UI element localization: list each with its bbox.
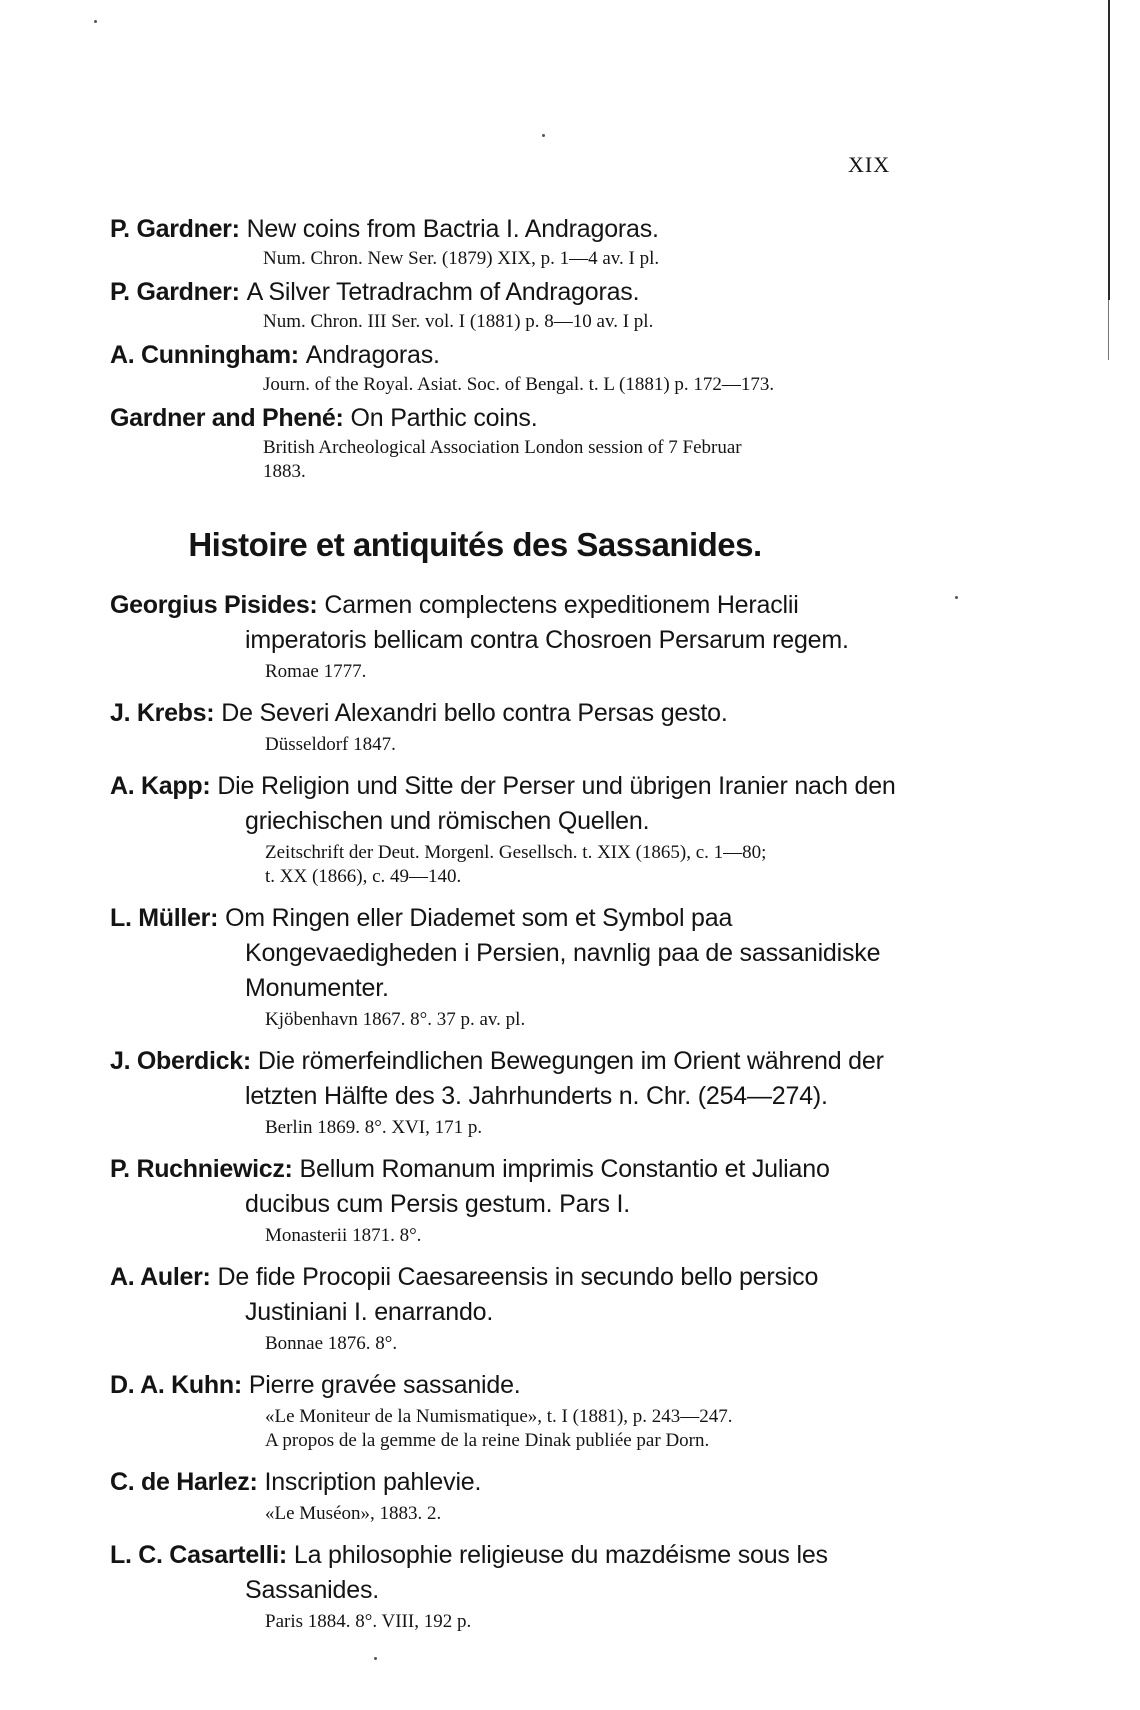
entry-title: Carmen complectens expeditionem Heraclii imperatoris bellicam contra Chosroen Persarum regem. xyxy=(245,591,849,654)
entry-title: Andragoras. xyxy=(305,341,440,369)
entry-author: P. Gardner: xyxy=(110,278,240,306)
entry-author: J. Krebs: xyxy=(110,699,215,727)
entry-publication: «Le Moniteur de la Numismatique», t. I (1881), p. 243—247. xyxy=(265,1406,733,1427)
bibliography-entry xyxy=(110,769,900,889)
bibliography-entry xyxy=(110,1260,900,1356)
bibliography-entry xyxy=(110,1368,900,1453)
bibliography-entry xyxy=(110,403,900,484)
entry-publication: Num. Chron. New Ser. (1879) XIX, p. 1—4 av. I pl. xyxy=(263,248,660,269)
entry-author: C. de Harlez: xyxy=(110,1468,258,1496)
bibliography-entry xyxy=(110,1152,900,1248)
entry-publication: Num. Chron. III Ser. vol. I (1881) p. 8—10 av. I pl. xyxy=(263,311,654,332)
entry-title: De fide Procopii Caesareensis in secundo bello persico Justiniani I. enarrando. xyxy=(217,1263,819,1326)
entry-author: A. Auler: xyxy=(110,1263,211,1291)
entry-title: Die Religion und Sitte der Perser und übrigen Iranier nach den griechischen und römischen Quellen. xyxy=(217,772,896,835)
bibliography-list xyxy=(110,214,900,1634)
scan-speck xyxy=(542,134,545,137)
entry-author: J. Oberdick: xyxy=(110,1047,251,1075)
entry-title: Om Ringen eller Diademet som et Symbol paa Kongevaedigheden i Persien, navnlig paa de sassanidiske Monumenter. xyxy=(225,904,881,1002)
entry-title: New coins from Bactria I. Andragoras. xyxy=(246,215,659,243)
entry-publication: t. XX (1866), c. 49—140. xyxy=(265,866,462,887)
entry-title: A Silver Tetradrachm of Andragoras. xyxy=(246,278,640,306)
entry-publication: 1883. xyxy=(263,461,306,482)
entry-author: P. Ruchniewicz: xyxy=(110,1155,293,1183)
entry-author: P. Gardner: xyxy=(110,215,240,243)
page-number: XIX xyxy=(848,152,891,177)
page-edge-rule-lower xyxy=(1108,300,1109,360)
entry-title: Die römerfeindlichen Bewegungen im Orient während der letzten Hälfte des 3. Jahrhunderts n. Chr. (254—274). xyxy=(245,1047,884,1110)
scan-speck xyxy=(94,20,97,23)
bibliography-entry xyxy=(110,1044,900,1140)
entry-publication: Romae 1777. xyxy=(265,661,367,682)
entry-title: La philosophie religieuse du mazdéisme sous les Sassanides. xyxy=(245,1541,828,1604)
entry-publication: Düsseldorf 1847. xyxy=(265,734,396,755)
entry-author: Gardner and Phené: xyxy=(110,404,344,432)
entry-author: Georgius Pisides: xyxy=(110,591,318,619)
section-heading: Histoire et antiquités des Sassanides. xyxy=(188,526,762,563)
page-edge-rule xyxy=(1108,0,1110,300)
bibliography-entry xyxy=(110,1465,900,1526)
entry-title: De Severi Alexandri bello contra Persas gesto. xyxy=(221,699,728,727)
entry-publication: A propos de la gemme de la reine Dinak publiée par Dorn. xyxy=(265,1430,710,1451)
entry-author: D. A. Kuhn: xyxy=(110,1371,242,1399)
entry-title: On Parthic coins. xyxy=(350,404,538,432)
entry-publication: Monasterii 1871. 8°. xyxy=(265,1225,422,1246)
entry-title: Pierre gravée sassanide. xyxy=(248,1371,521,1399)
entry-title: Inscription pahlevie. xyxy=(264,1468,482,1496)
bibliography-entry xyxy=(110,277,900,334)
bibliography-entry xyxy=(110,588,900,684)
entry-publication: Bonnae 1876. 8°. xyxy=(265,1333,398,1354)
entry-title: Bellum Romanum imprimis Constantio et Juliano ducibus cum Persis gestum. Pars I. xyxy=(245,1155,830,1218)
entry-publication: Paris 1884. 8°. VIII, 192 p. xyxy=(265,1611,472,1632)
entry-publication: Zeitschrift der Deut. Morgenl. Gesellsch. t. XIX (1865), c. 1—80; xyxy=(265,842,767,863)
entry-author: A. Kapp: xyxy=(110,772,211,800)
bibliography-entry xyxy=(110,214,900,271)
bibliography-entry xyxy=(110,1538,900,1634)
entry-author: A. Cunningham: xyxy=(110,341,299,369)
bibliography-entry xyxy=(110,696,900,757)
entry-publication: Journ. of the Royal. Asiat. Soc. of Bengal. t. L (1881) p. 172—173. xyxy=(263,374,775,395)
bibliography-entry xyxy=(110,340,900,397)
entry-publication: «Le Muséon», 1883. 2. xyxy=(265,1503,442,1524)
entry-author: L. C. Casartelli: xyxy=(110,1541,287,1569)
scan-speck xyxy=(374,1657,377,1660)
scan-speck xyxy=(955,596,958,599)
entry-author: L. Müller: xyxy=(110,904,219,932)
bibliography-entry xyxy=(110,901,900,1032)
entry-publication: Berlin 1869. 8°. XVI, 171 p. xyxy=(265,1117,483,1138)
entry-publication: British Archeological Association London session of 7 Februar xyxy=(263,437,742,458)
entry-publication: Kjöbenhavn 1867. 8°. 37 p. av. pl. xyxy=(265,1009,526,1030)
